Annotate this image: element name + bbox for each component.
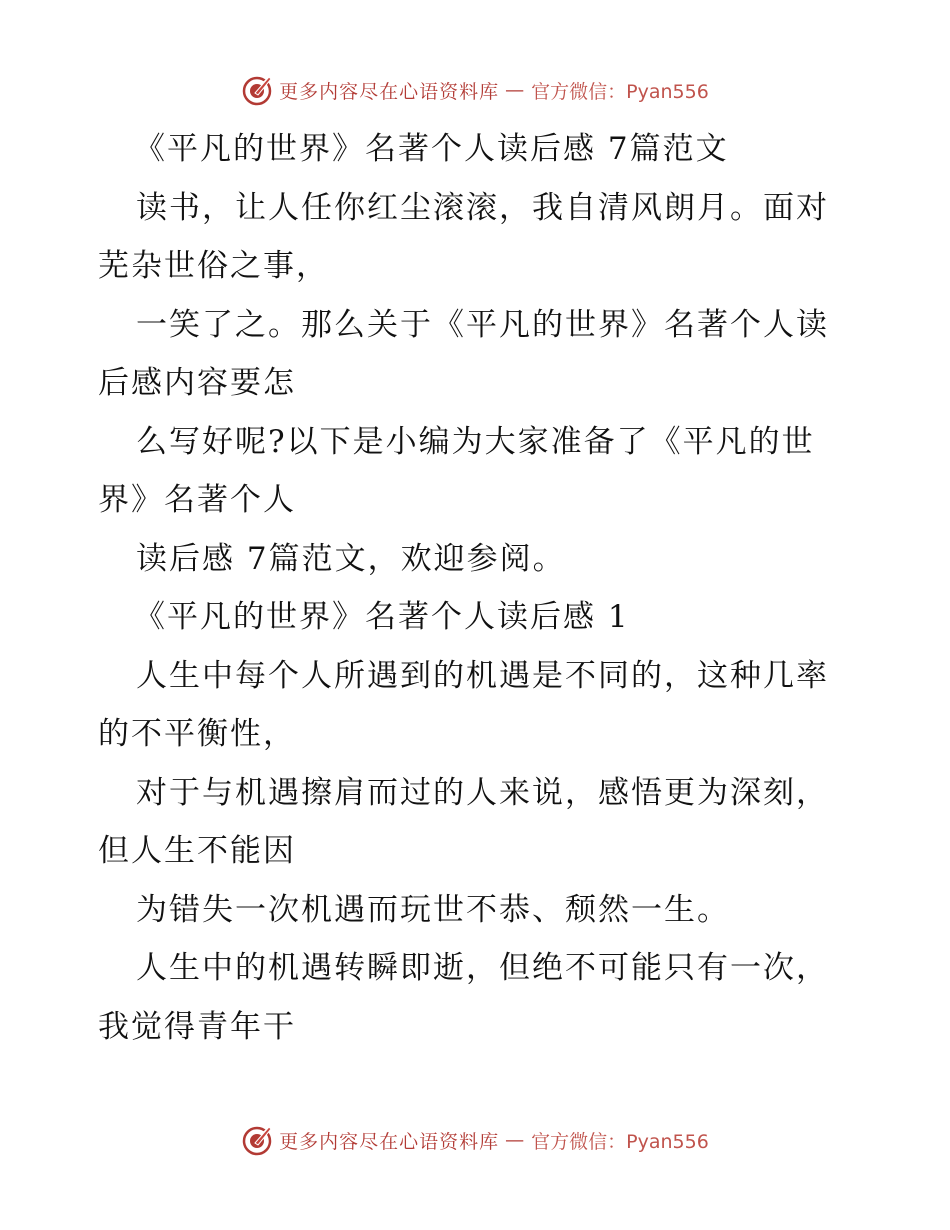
footer-banner — [0, 1120, 950, 1160]
paragraph-line: 读后感 7篇范文，欢迎参阅。 — [136, 540, 566, 577]
paragraph-line: 后感内容要怎 — [98, 365, 296, 401]
quill-logo-icon — [241, 74, 273, 106]
paragraph-line: 我觉得青年干 — [98, 1008, 296, 1045]
paragraph-line: 人生中的机遇转瞬即逝，但绝不可能只有一次， — [136, 950, 829, 986]
document-title: 《平凡的世界》名著个人读后感 7篇范文 — [134, 131, 729, 167]
banner-slogan: 更多内容尽在心语资料库 — [279, 1130, 500, 1153]
paragraph-line: 一笑了之。那么关于《平凡的世界》名著个人读 — [136, 306, 829, 343]
paragraph-line: 人生中每个人所遇到的机遇是不同的，这种几率 — [136, 657, 829, 694]
paragraph-line: 对于与机遇擦肩而过的人来说，感悟更为深刻， — [136, 774, 829, 811]
banner-separator: — — [505, 79, 526, 101]
paragraph-line: 芜杂世俗之事， — [98, 248, 329, 284]
paragraph-line: 但人生不能因 — [98, 833, 296, 869]
banner-wechat: 官方微信：Pyan556 — [531, 1130, 709, 1153]
paragraph-line: 为错失一次机遇而玩世不恭、颓然一生。 — [136, 891, 730, 928]
banner-wechat: 官方微信：Pyan556 — [531, 80, 709, 103]
paragraph-line: 界》名著个人 — [98, 482, 296, 518]
header-banner — [0, 70, 950, 110]
paragraph-line: 么写好呢?以下是小编为大家准备了《平凡的世 — [136, 423, 815, 460]
document-body — [98, 120, 858, 1056]
paragraph-line: 的不平衡性， — [98, 716, 296, 752]
paragraph-line: 读书，让人任你红尘滚滚，我自清风朗月。面对 — [136, 189, 829, 226]
banner-separator: — — [505, 1129, 526, 1151]
banner-slogan: 更多内容尽在心语资料库 — [279, 80, 500, 103]
section-heading: 《平凡的世界》名著个人读后感 1 — [134, 599, 630, 635]
quill-logo-icon — [241, 1124, 273, 1156]
